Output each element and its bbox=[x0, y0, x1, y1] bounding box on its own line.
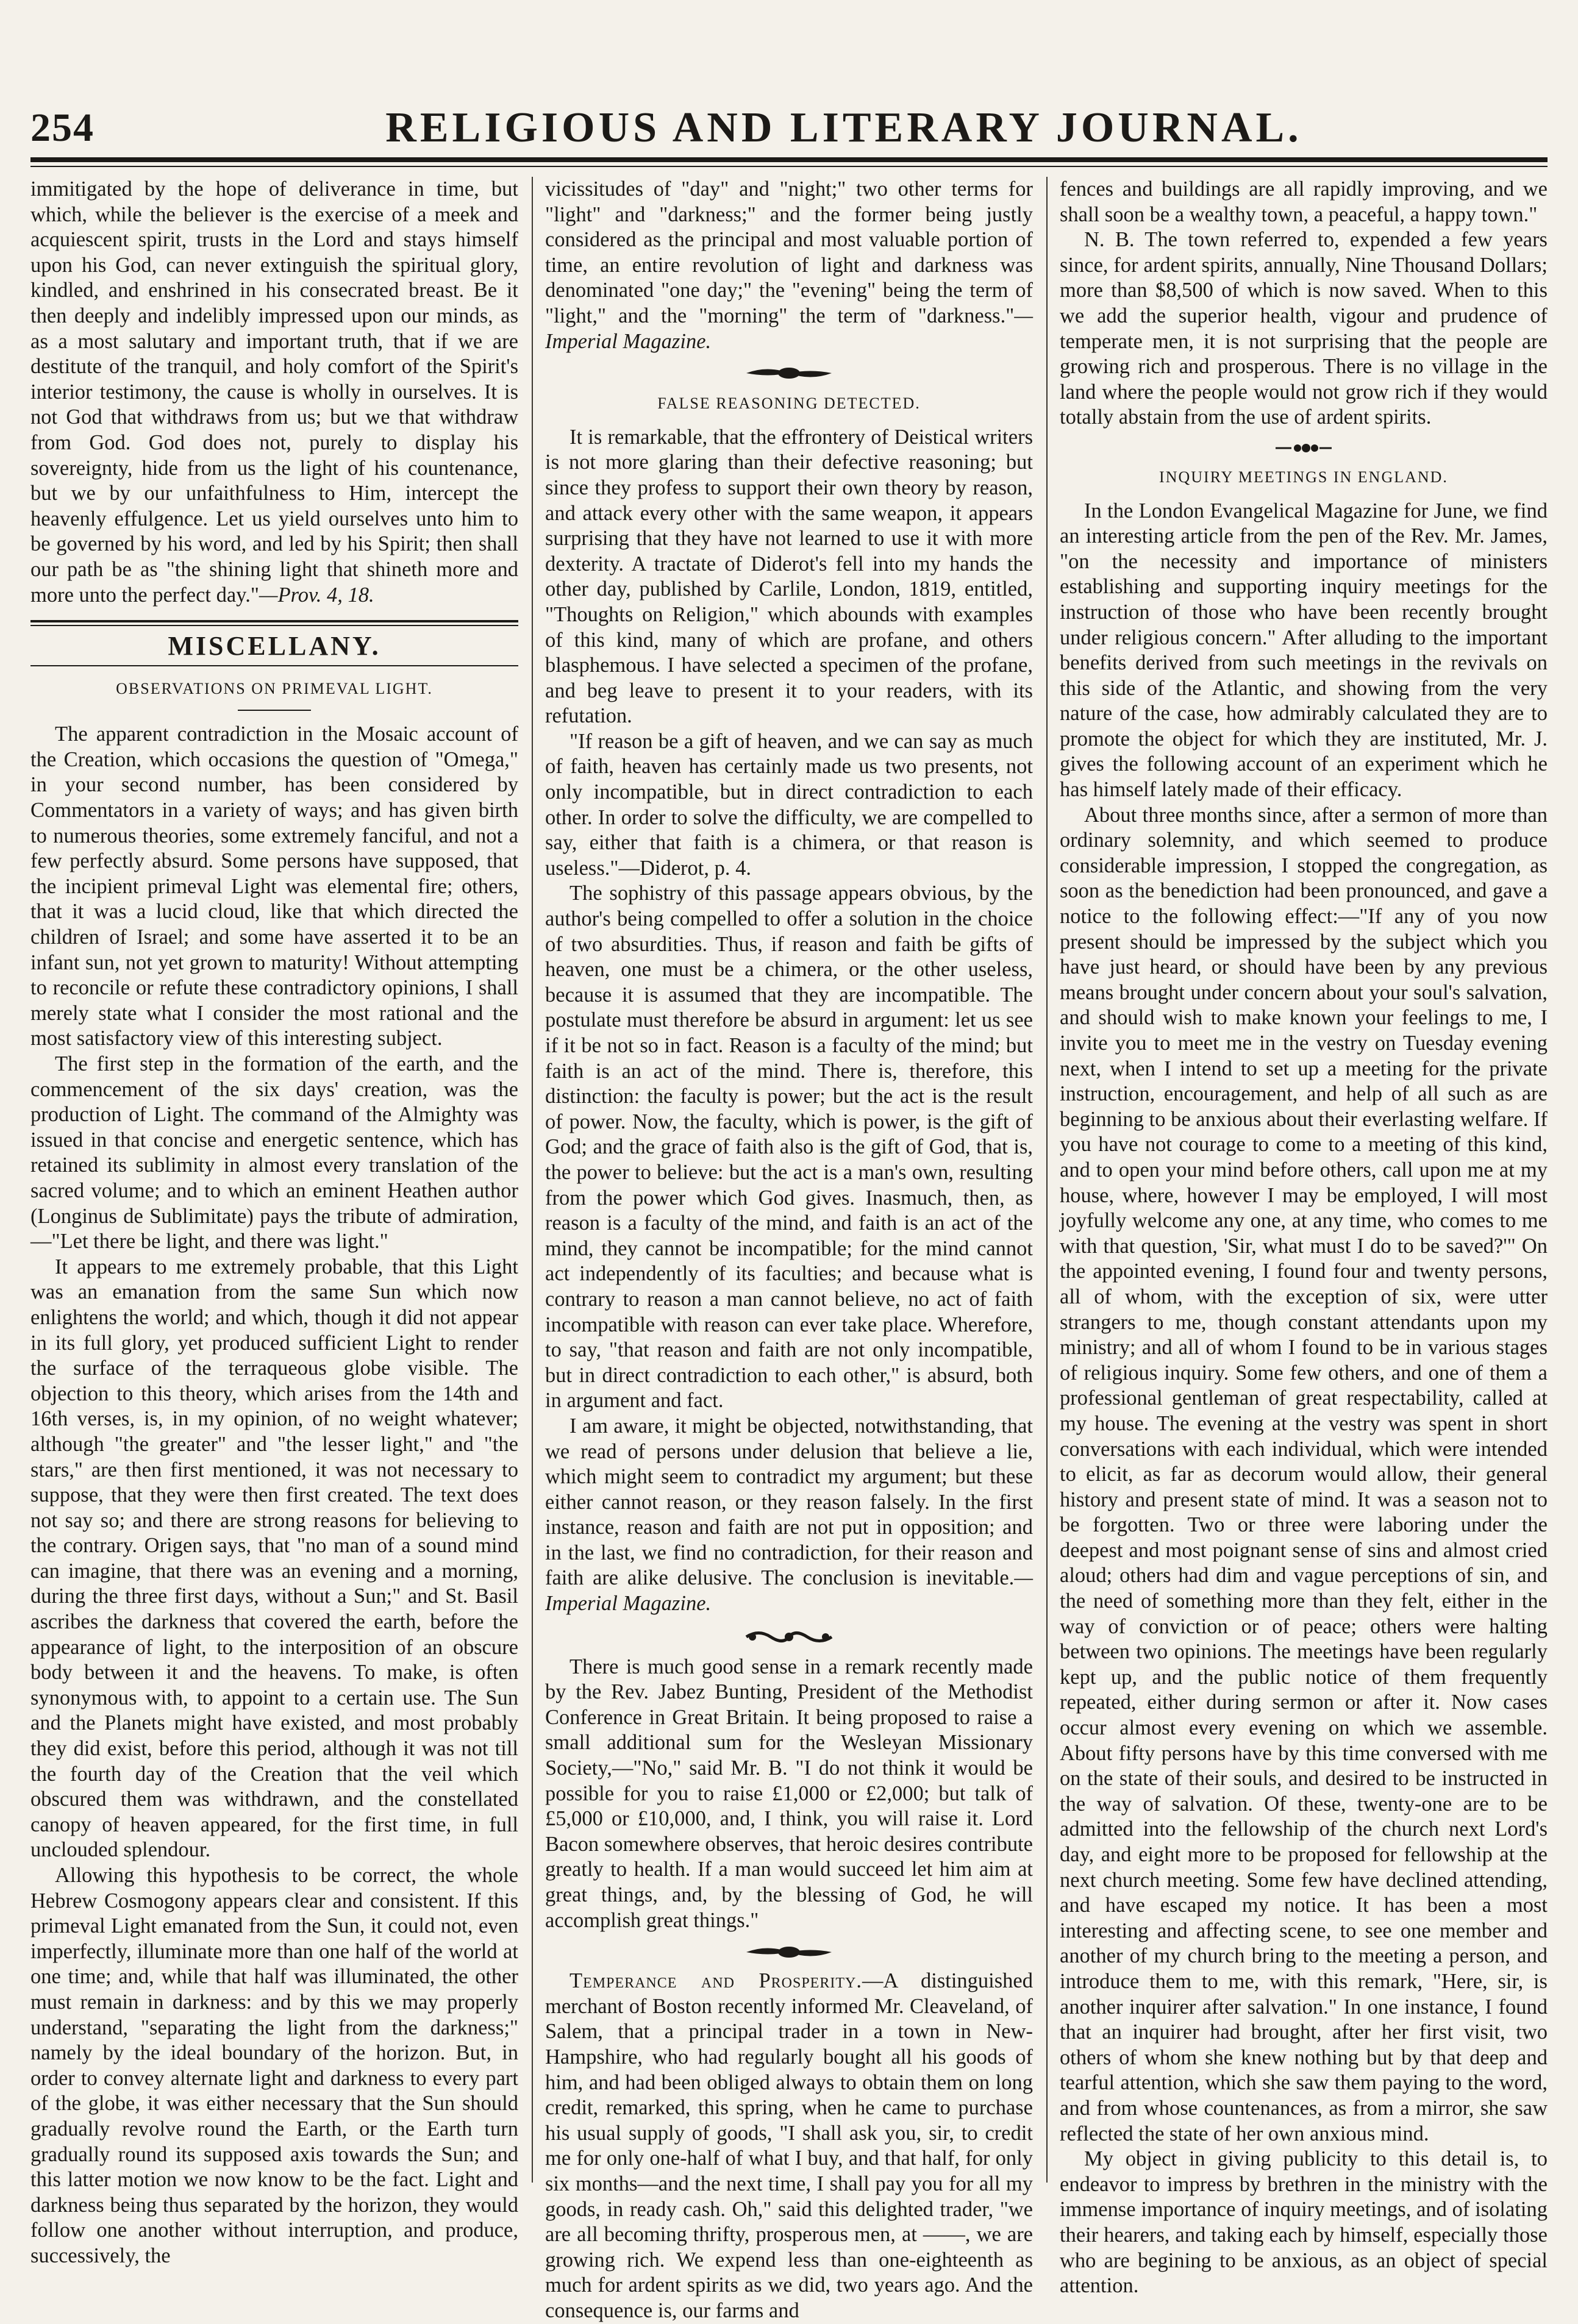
ornament-dots-icon bbox=[1273, 440, 1334, 456]
article-title-temperance: Temperance and Prosperity. bbox=[569, 1969, 862, 1993]
column-divider-1 bbox=[532, 177, 533, 2183]
intro-citation: —Prov. 4, 18. bbox=[259, 583, 374, 607]
intro-paragraph bbox=[30, 177, 518, 608]
article-paragraph: About three months since, after a sermon of more than ordinary solemnity, and which seemed to produce considerable impression, I stopped the congregation, as soon as the benediction had been pronounced, and gave a notice to the following effect:—"If any of you now present should be impressed by the subject which you have just heard, or should have been by any previous means brought under concern about your soul's salvation, and should wish to make known your feelings to me, I invite you to meet me in the vestry on Tuesday evening next, when I intend to set up a meeting for the private instruction, encouragement, and help of all such as are beginning to be anxious about their everlasting welfare. If you have not courage to come to a meeting of this kind, and to open your mind before others, call upon me at my house, where, however I may be employed, I will most joyfully welcome any one, at any time, who comes to me with that question, 'Sir, what must I do to be saved?'" On the appointed evening, I found four and twenty persons, all of whom, with the exception of six, were utter strangers to me, though constant attendants upon my ministry; and all of whom I found to be in various stages of religious inquiry. Some few others, and one of them a professional gentleman of great respectability, called at my house. The evening at the vestry was spent in short conversations with each individual, which were intended to elicit, as far as decorum would allow, their general history and present state of mind. It was a season not to be forgotten. Two or three were laboring under the deepest and most poignant sense of sins and almost cried aloud; others had dim and vague perceptions of sin, and the need of something more than they felt, either in the way of conviction or of peace; others were halting between two opinions. The meetings have been regularly kept up, and the public notice of them frequently repeated, either during sermon or after it. Now cases occur almost every evening on which we assemble. About fifty persons have by this time conversed with me on the state of their souls, and desired to be instructed in the way of salvation. Of these, twenty-one are to be admitted into the fellowship of the church next Lord's day, and eight more to be proposed for fellowship at the next church meeting. Some few have declined attending, and have escaped my notice. It has been a most interesting and affecting scene, to see one member and another of my church bring to the meeting a person, and introduce them to me, with this remark, "Here, sir, is another inquirer after salvation." In one instance, I found that an inquirer had brought, after her first visit, two others of whom she knew nothing but by that deep and tearful attention, which she saw them paying to the word, and from whose countenances, as from a mirror, she saw reflected the state of her own anxious mind. bbox=[1060, 803, 1548, 2145]
article-paragraph: It appears to me extremely probable, that this Light was an emanation from the same Sun which now enlightens the world; and which, though it did not appear in its full glory, yet produced sufficient Light to render the surface of the terraqueous globe visible. The objection to this theory, which arises from the 14th and 16th verses, is, in my opinion, of no weight whatever; although "the greater" and "the lesser light," and "the stars," are then first mentioned, it was not necessary to suppose, that they were then first created. The text does not say so; and there are strong reasons for believing to the contrary. Origen says, that "no man of a sound mind can imagine, that there was an evening and a morning, during the three first days, without a Sun;" and St. Basil ascribes the darkness that covered the earth, before the appearance of light, to the interposition of an obscure body between it and the heavens. To make, is often synonymous with, to appoint to a certain use. The Sun and the Planets might have existed, and most probably they did exist, before this period, although it was not till the fourth day of the Creation that the veil which obscured them was withdrawn, and the constellated canopy of heaven appeared, for the first time, in full unclouded splendour. bbox=[30, 1255, 518, 1862]
ornament-scroll-icon bbox=[740, 1627, 838, 1647]
page-header bbox=[30, 91, 1548, 159]
section-rule-top bbox=[30, 620, 518, 626]
article-paragraph-bunting: There is much good sense in a remark recently made by the Rev. Jabez Bunting, President of the Methodist Conference in Great Britain. It being proposed to raise a small additional sum for the Wesleyan Missionary Society,—"No," said Mr. B. "I do not think it would be possible for you to raise £1,000 or £2,000; but talk of £5,000 or £10,000, and, I think, you will raise it. Lord Bacon somewhere observes, that heroic desires contribute greatly to health. If a man would succeed let him aim at great things, and, by the blessing of God, he will accomplish great things." bbox=[545, 1655, 1033, 1932]
continued-paragraph: fences and buildings are all rapidly improving, and we shall soon be a wealthy town, a peaceful, a happy town." bbox=[1060, 177, 1548, 226]
page-number: 254 bbox=[30, 105, 95, 150]
title-short-rule bbox=[238, 710, 311, 711]
article-paragraph: The sophistry of this passage appears obvious, by the author's being compelled to offer a solution in the choice of two absurdities. Thus, if reason and faith be gifts of heaven, one must be a chimera, or the other useless, because it is assumed that they are incompatible. The postulate must therefore be absurd in argument: let us see if it be not so in fact. Reason is a faculty of the mind; but faith is an act of the mind. There is, therefore, this distinction: the faculty is power; but the act is the result of power. Now, the faculty, which is power, is the gift of God; and the grace of faith also is the gift of God, that is, the power to believe: but the act is a man's own, resulting from the power which God gives. Inasmuch, then, as reason is a faculty of the mind, and faith is an act of the mind, they cannot be incompatible; for the mind cannot act independently of its faculties; and because what is contrary to reason a man cannot believe, no act of faith incompatible with reason can ever take place. Wherefore, to say, "that reason and faith are not only incompatible, but in direct contradiction to each other," is absurd, both in argument and fact. bbox=[545, 882, 1033, 1413]
column-1 bbox=[30, 177, 518, 2267]
continued-paragraph bbox=[545, 177, 1033, 354]
journal-page bbox=[30, 91, 1548, 2322]
column-3 bbox=[1060, 177, 1548, 2298]
article-paragraph: My object in giving publicity to this detail is, to endeavor to impress by brethren in the ministry with the immense importance of inquiry meetings, and of isolating their hearers, and taking each by himself, especially those who are begining to be anxious, as an object of special attention. bbox=[1060, 2147, 1548, 2298]
article-title-false-reasoning: FALSE REASONING DETECTED. bbox=[657, 394, 921, 413]
nb-paragraph: N. B. The town referred to, expended a few years since, for ardent spirits, annually, Nine Thousand Dollars; more than $8,500 of which is now saved. When to this we add the superior health, vigour and prudence of temperate men, it is not surprising that the people are growing rich and prosperous. There is no village in the land where the people would not grow rich if they would totally abstain from the use of ardent spirits. bbox=[1060, 228, 1548, 429]
continued-text: vicissitudes of "day" and "night;" two other terms for "light" and "darkness;" and the former being justly considered as the principal and most valuable portion of time, an entire revolution of light and darkness was denominated "one day;" the "evening" being the term of "light," and the "morning" the term of "darkness." bbox=[545, 177, 1033, 327]
section-rule-bottom bbox=[30, 665, 518, 666]
article-title-primeval-light: OBSERVATIONS ON PRIMEVAL LIGHT. bbox=[116, 679, 433, 697]
article-paragraph-temperance bbox=[545, 1969, 1033, 2323]
article-paragraph: "If reason be a gift of heaven, and we can say as much of faith, heaven has certainly made us two presents, not only incompatible, but in direct contradiction to each other. In order to solve the difficulty, we are compelled to say, either that faith is a chimera, or that reason is useless."—Diderot, p. 4. bbox=[545, 729, 1033, 880]
intro-text: immitigated by the hope of deliverance in time, but which, while the believer is the exercise of a meek and acquiescent spirit, trusts in the Lord and stays himself upon his God, can never extinguish the spiritual glory, kindled, and enshrined in his consecrated breast. Be it then deeply and indelibly impressed upon our minds, as as a most salutary and important truth, that if we are destitute of the tranquil, and holy comfort of the Spirit's interior testimony, the cause is wholly in ourselves. It is not God that withdraws from us; but we that withdraw from God. God does not, purely to display his sovereignty, hide from us the light of his countenance, but we by our unfaithfulness to Him, intercept the heavenly effulgence. Let us yield ourselves unto him to be governed by his word, and led by his Spirit; then shall our path be as "the shining light that shineth more and more unto the perfect day." bbox=[30, 177, 518, 607]
column-divider-2 bbox=[1046, 177, 1048, 2183]
article-title-inquiry-meetings: INQUIRY MEETINGS IN ENGLAND. bbox=[1159, 468, 1448, 486]
column-2 bbox=[545, 177, 1033, 2322]
ornament-divider-icon bbox=[743, 364, 835, 382]
running-title: RELIGIOUS AND LITERARY JOURNAL. bbox=[385, 104, 1302, 151]
article-paragraph: It is remarkable, that the effrontery of Deistical writers is not more glaring than their defective reasoning; but since they profess to support their own theory by reason, and attack every other with the same weapon, it appears surprising that they have not learned to use it with more dexterity. A tractate of Diderot's fell into my hands the other day, published by Carlile, London, 1819, entitled, "Thoughts on Religion," which abounds with examples of this kind, many of which are profane, and others blasphemous. I have selected a specimen of the profane, and beg leave to present it to your readers, with its refutation. bbox=[545, 425, 1033, 728]
source-imperial-magazine: —Imperial Magazine. bbox=[545, 1566, 1033, 1616]
article-paragraph: Allowing this hypothesis to be correct, the whole Hebrew Cosmogony appears clear and consistent. If this primeval Light emanated from the Sun, it could not, even imperfectly, illuminate more than one half of the world at one time; and, while that half was illuminated, the other must remain in darkness: and by this we may properly understand, "separating the light from the darkness;" namely by the ideal boundary of the horizon. But, in order to convey alternate light and darkness to every part of the globe, it was either necessary that the Sun should gradually revolve round the Earth, or the Earth turn gradually round its supposed axis towards the Sun; and this latter motion we now know to be the fact. Light and darkness being thus separated by the horizon, they would follow one another without interruption, and produce, successively, the bbox=[30, 1864, 518, 2267]
article-paragraph bbox=[545, 1414, 1033, 1617]
article-paragraph: The first step in the formation of the earth, and the commencement of the six days' creation, was the production of Light. The command of the Almighty was issued in that concise and energetic sentence, which has retained its sublimity in almost every translation of the sacred volume; and to which an eminent Heathen author (Longinus de Sublimitate) pays the tribute of admiration,—"Let there be light, and there was light." bbox=[30, 1052, 518, 1253]
section-heading-miscellany: MISCELLANY. bbox=[168, 631, 381, 661]
article-paragraph: In the London Evangelical Magazine for June, we find an interesting article from the pen of the Rev. Mr. James, "on the necessity and importance of ministers establishing and supporting inquiry meetings for the instruction of those who have been recently brought under religious concern." After alluding to the important benefits derived from such meetings in the revivals on this side of the Atlantic, and showing from the very nature of the case, how admirably calculated they are to promote the object for which they are instituted, Mr. J. gives the following account of an experiment which he has himself lately made of their efficacy. bbox=[1060, 499, 1548, 802]
source-imperial-magazine: —Imperial Magazine. bbox=[545, 304, 1033, 353]
temperance-text: —A distinguished merchant of Boston recently informed Mr. Cleaveland, of Salem, that a principal trader in a town in New-Hampshire, who had regularly bought all his goods of him, and had been obliged always to obtain them on long credit, remarked, this spring, when he came to purchase his usual supply of goods, "I shall ask you, sir, to credit me for only one-half of what I buy, and that half, for only six months—and the next time, I shall pay you for all my goods, in ready cash. Oh," said this delighted trader, "we are all becoming thrifty, prosperous men, at ——, we are growing rich. We expend less than one-eighteenth as much for ardent spirits as we did, two years ago. And the consequence is, our farms and bbox=[545, 1969, 1033, 2322]
header-rule-thick bbox=[30, 157, 1548, 162]
article-paragraph-text: I am aware, it might be objected, notwithstanding, that we read of persons under delusion that believe a lie, which might seem to contradict my argument; but these either cannot reason, or they reason falsely. In the first instance, reason and faith are not put in opposition; and in the last, we find no contradiction, for their reason and faith are alike delusive. The conclusion is inevitable. bbox=[545, 1414, 1033, 1590]
header-rule-thin bbox=[30, 166, 1548, 167]
ornament-divider-icon bbox=[743, 1943, 835, 1961]
article-paragraph: The apparent contradiction in the Mosaic account of the Creation, which occasions the question of "Omega," in your second number, has been considered by Commentators in a variety of ways; and has given birth to numerous theories, some extremely fanciful, and not a few perfectly absurd. Some persons have supposed, that the incipient primeval Light was elemental fire; others, that it was a lucid cloud, like that which directed the children of Israel; and some have asserted it to be an infant sun, not yet grown to maturity! Without attempting to reconcile or refute these contradictory opinions, I shall merely state what I consider the most rational and the most satisfactory view of this interesting subject. bbox=[30, 722, 518, 1050]
